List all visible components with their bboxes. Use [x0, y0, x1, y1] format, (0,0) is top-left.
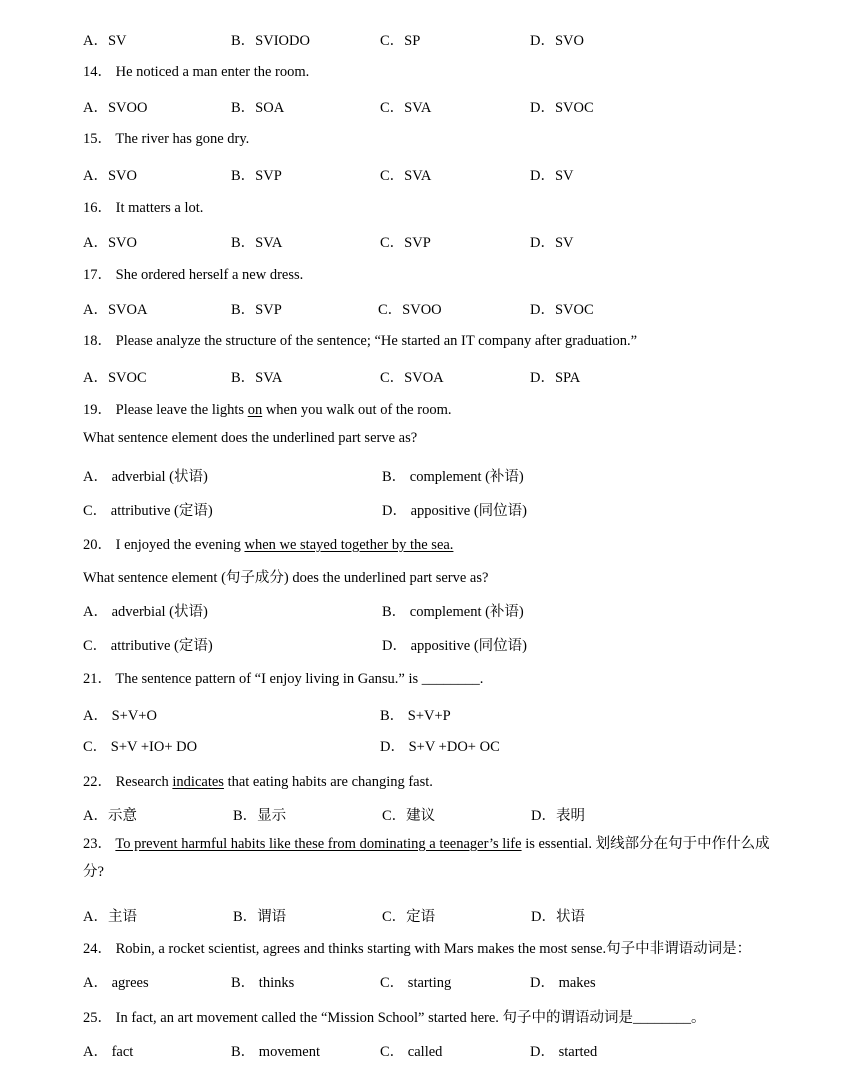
underlined-part: on [247, 402, 263, 418]
answer-option: B．谓语 [233, 909, 287, 925]
question-fragment: is essential. 划线部分在句于中作什么成分? [83, 836, 770, 880]
question-text [83, 429, 417, 447]
answer-option: C． called [380, 1044, 443, 1060]
question-fragment: 14． He noticed a man enter the room. [83, 64, 310, 80]
question-text [83, 536, 453, 554]
answer-option: A． adverbial (状语) [83, 604, 208, 620]
answer-option: D．表明 [531, 808, 585, 824]
answer-option: B．SVA [231, 370, 283, 386]
answer-option: D．SVOC [530, 302, 594, 318]
answer-option: D．状语 [531, 909, 585, 925]
answer-option: A．SVO [83, 168, 137, 184]
answer-option: D．SV [530, 168, 574, 184]
answer-option: B． thinks [231, 975, 295, 991]
answer-option: D． S+V +DO+ OC [380, 739, 500, 755]
answer-option: D．SVO [530, 33, 584, 49]
answer-option: D． makes [530, 975, 596, 991]
question-fragment: 17． She ordered herself a new dress. [83, 267, 304, 283]
question-fragment: 16． It matters a lot. [83, 200, 204, 216]
answer-option: D．SV [530, 235, 574, 251]
underlined-part: indicates [172, 774, 224, 790]
question-fragment: when you walk out of the room. [262, 402, 452, 418]
answer-option: A．主语 [83, 909, 137, 925]
answer-option: B． movement [231, 1044, 321, 1060]
answer-option: B．SVP [231, 302, 282, 318]
question-fragment: 24． Robin, a rocket scientist, agrees and thinks starting with Mars makes the most sense.句子中非谓语动词是： [83, 941, 752, 957]
answer-option: B． complement (补语) [382, 469, 524, 485]
answer-option: C．SP [380, 33, 421, 49]
question-text [83, 130, 249, 148]
question-fragment: 20． I enjoyed the evening [83, 537, 245, 553]
answer-option: C．SVOO [378, 302, 442, 318]
answer-option: B． complement (补语) [382, 604, 524, 620]
answer-option: A．SVOA [83, 302, 148, 318]
question-fragment: that eating habits are changing fast. [223, 774, 433, 790]
answer-option: B．显示 [233, 808, 287, 824]
answer-option: B．SOA [231, 100, 285, 116]
answer-option: A． fact [83, 1044, 134, 1060]
question-fragment: What sentence element does the underlined part serve as? [83, 430, 418, 446]
question-text [83, 940, 751, 958]
question-text [83, 1009, 706, 1027]
answer-option: B．SVP [231, 168, 282, 184]
underlined-part: when we stayed together by the sea. [244, 537, 454, 553]
answer-option: A．SVO [83, 235, 137, 251]
question-text [83, 63, 309, 81]
question-text [83, 670, 483, 688]
answer-option: C．SVA [380, 100, 432, 116]
answer-option: C． starting [380, 975, 452, 991]
answer-option: D． appositive (同位语) [382, 638, 527, 654]
answer-option: C． S+V +IO+ DO [83, 739, 198, 755]
answer-option: B．SVIODO [231, 33, 310, 49]
question-fragment: 21． The sentence pattern of “I enjoy living in Gansu.” is ________. [83, 671, 484, 687]
answer-option: A．SVOC [83, 370, 147, 386]
answer-option: A．SVOO [83, 100, 148, 116]
question-fragment: 15． The river has gone dry. [83, 131, 250, 147]
answer-option: B． S+V+P [380, 708, 451, 724]
answer-option: A．SV [83, 33, 127, 49]
question-fragment: 23． [83, 836, 116, 852]
question-text [83, 830, 775, 886]
answer-option: C．建议 [382, 808, 436, 824]
answer-option: C． attributive (定语) [83, 503, 213, 519]
answer-option: D．SPA [530, 370, 581, 386]
answer-option: A． adverbial (状语) [83, 469, 208, 485]
question-fragment: 25． In fact, an art movement called the “Mission School” started here. 句子中的谓语动词是________。 [83, 1010, 706, 1026]
answer-option: C．SVA [380, 168, 432, 184]
answer-option: D． started [530, 1044, 598, 1060]
question-fragment: 19． Please leave the lights [83, 402, 248, 418]
question-text [83, 569, 488, 587]
underlined-part: To prevent harmful habits like these from dominating a teenager’s life [115, 836, 522, 852]
question-fragment: 22． Research [83, 774, 173, 790]
answer-option: D． appositive (同位语) [382, 503, 527, 519]
answer-option: C．SVP [380, 235, 431, 251]
answer-option: C．定语 [382, 909, 436, 925]
answer-option: A． S+V+O [83, 708, 157, 724]
question-text [83, 266, 303, 284]
answer-option: B．SVA [231, 235, 283, 251]
answer-option: C．SVOA [380, 370, 444, 386]
question-fragment: What sentence element (句子成分) does the underlined part serve as? [83, 570, 489, 586]
question-text [83, 199, 203, 217]
answer-option: D．SVOC [530, 100, 594, 116]
question-text [83, 332, 637, 350]
question-text [83, 401, 451, 419]
answer-option: A． agrees [83, 975, 149, 991]
answer-option: C． attributive (定语) [83, 638, 213, 654]
question-fragment: 18． Please analyze the structure of the sentence; “He started an IT company after graduation.” [83, 333, 638, 349]
answer-option: A．示意 [83, 808, 137, 824]
question-text [83, 773, 433, 791]
